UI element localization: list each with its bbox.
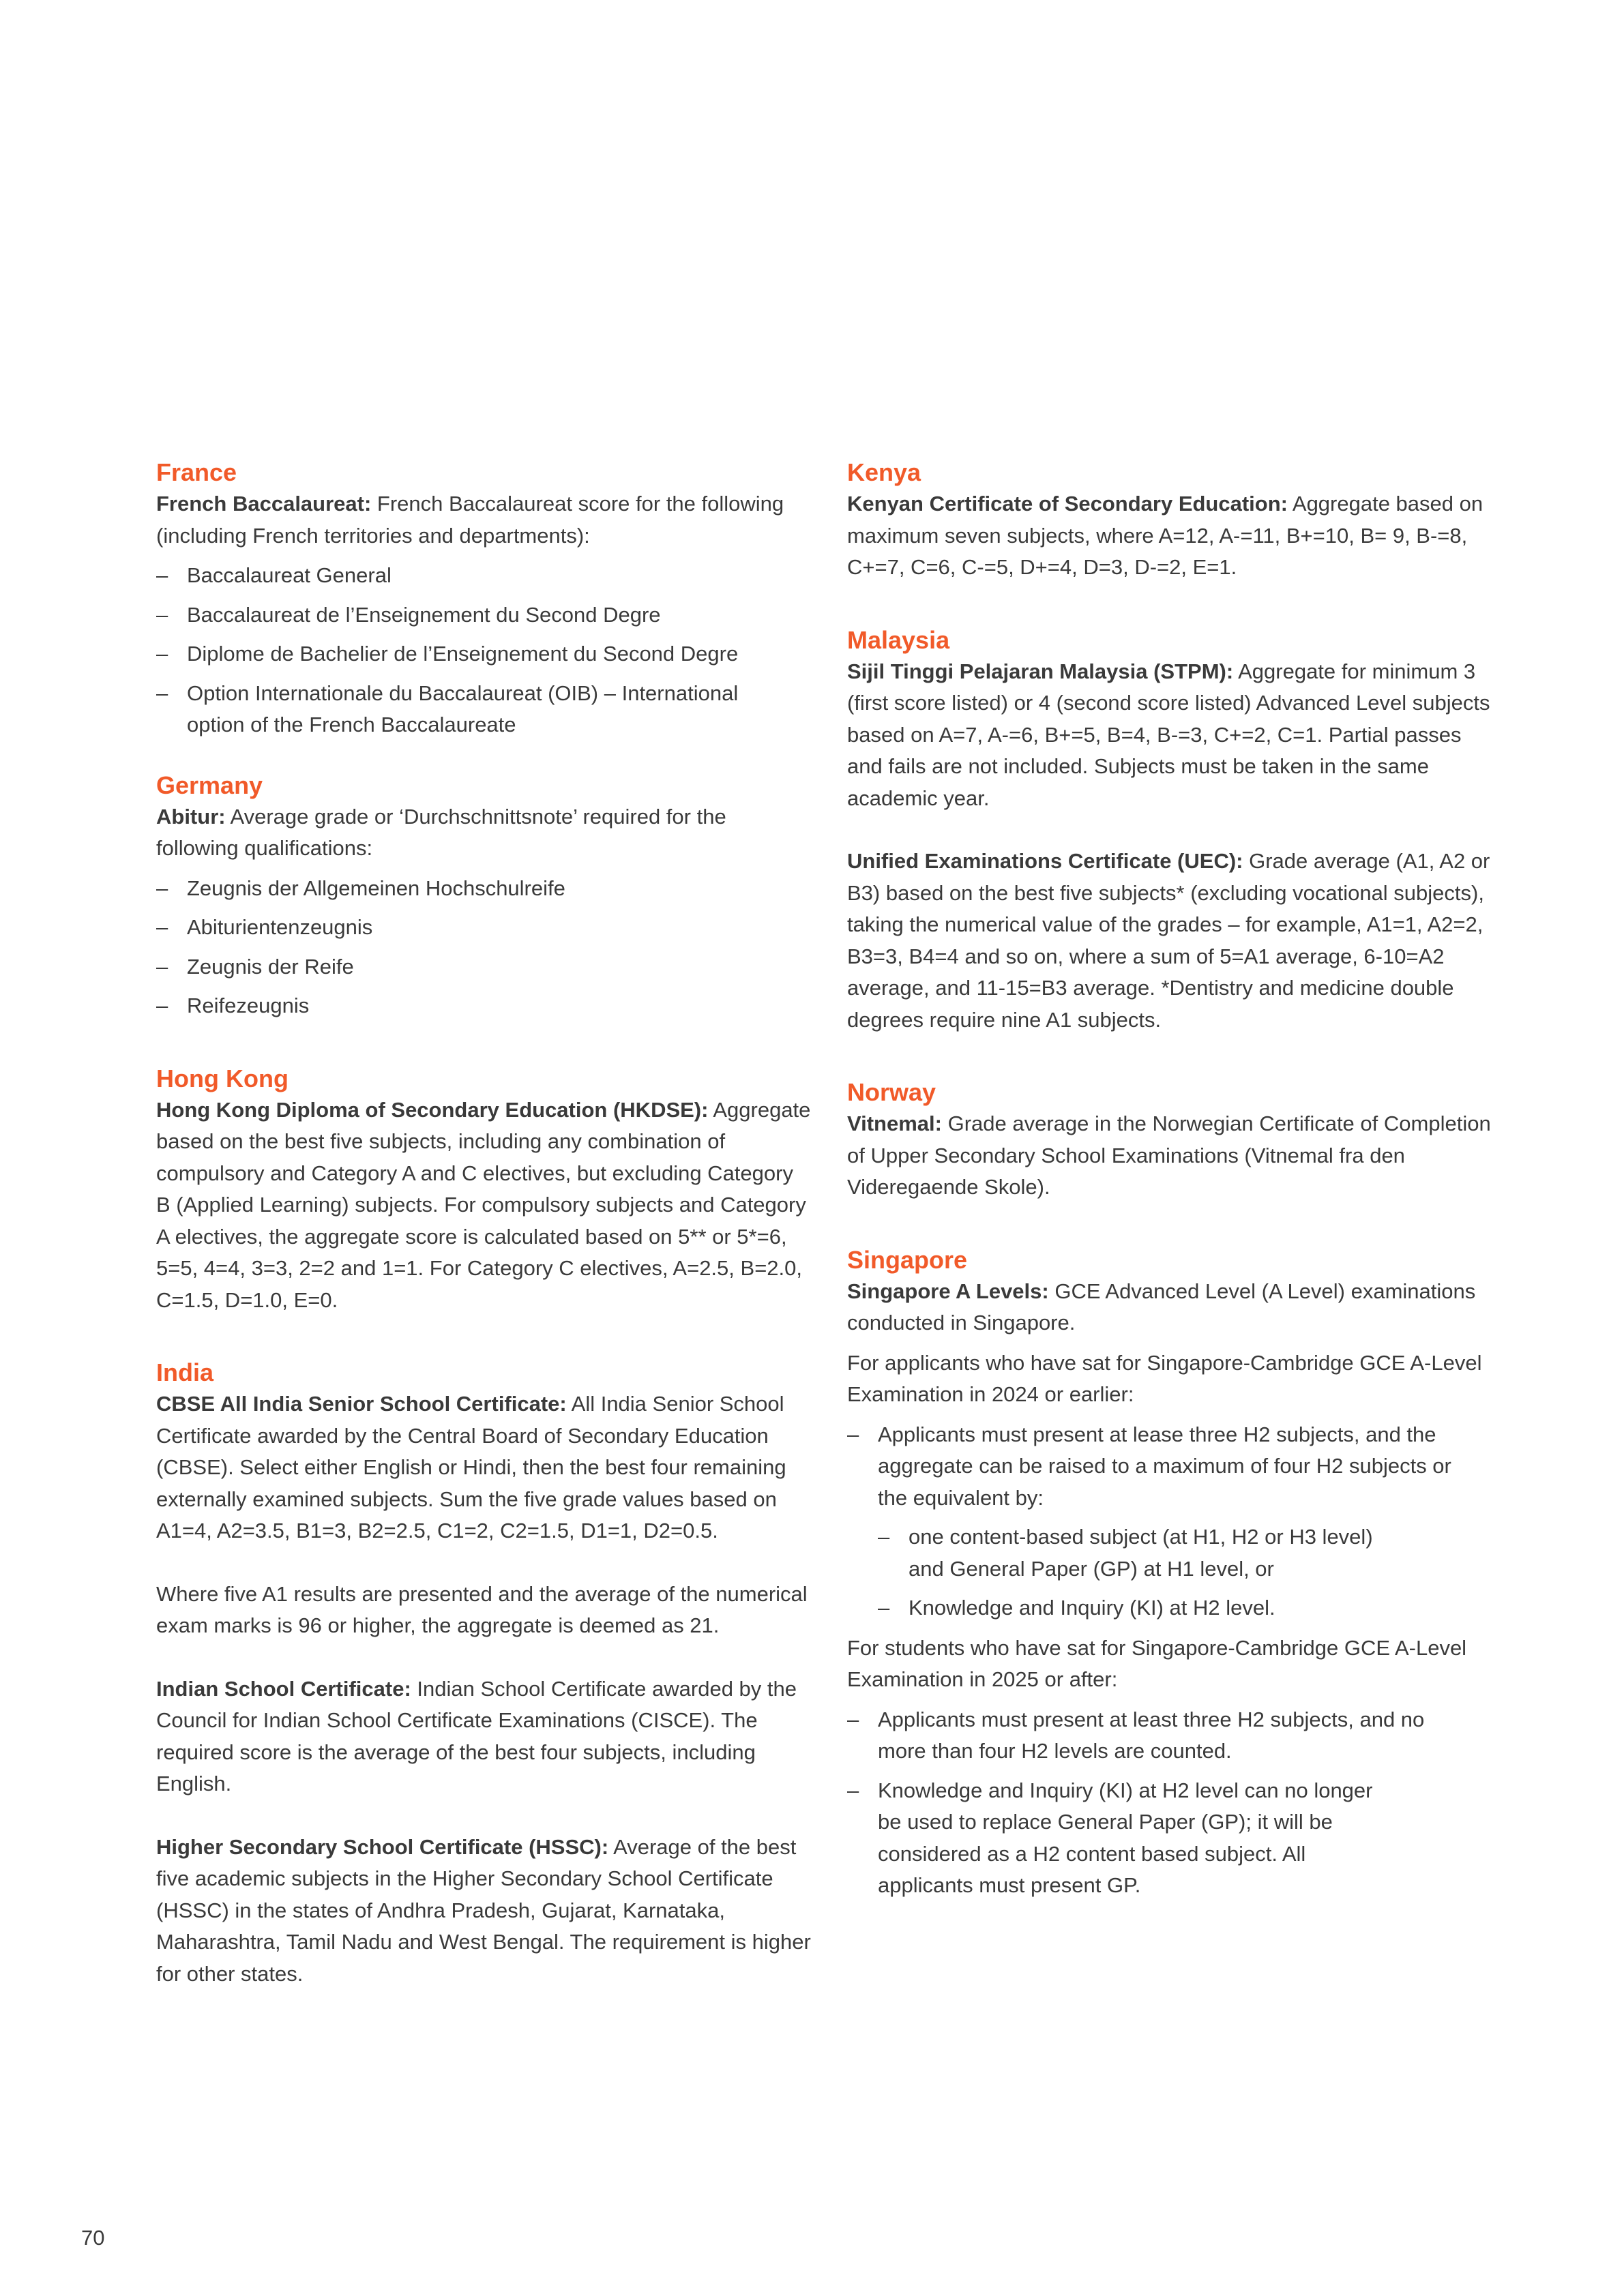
section-france bbox=[156, 457, 811, 741]
list-item: – Abiturientenzeugnis bbox=[156, 912, 811, 944]
list-item: – Applicants must present at least three H2 subjects, and no more than four H2 levels are counted. bbox=[847, 1704, 1464, 1768]
paragraph bbox=[156, 1094, 811, 1317]
qualification-list bbox=[156, 873, 811, 1022]
qualification-description: French Baccalaureat score for the following (including French territories and departments): bbox=[156, 492, 784, 548]
page-number: 70 bbox=[81, 2226, 105, 2250]
paragraph bbox=[156, 1673, 811, 1800]
qualification-description: All India Senior School Certificate awarded by the Central Board of Secondary Education (CBSE). Select either English or Hindi, then the best four remaining externally examined subjects. Sum the five grade values based on A1=4, A2=3.5, B1=3, B2=2.5, C1=2, C2=1.5, D1=1, D2=0.5. bbox=[156, 1392, 786, 1542]
requirement-list-2024 bbox=[847, 1419, 1502, 1624]
list-item: – Baccalaureat de l’Enseignement du Second Degre bbox=[156, 599, 811, 631]
qualification-name: Indian School Certificate: bbox=[156, 1676, 411, 1701]
paragraph: For applicants who have sat for Singapore-Cambridge GCE A-Level Examination in 2024 or earlier: bbox=[847, 1350, 1482, 1406]
paragraph bbox=[847, 1108, 1502, 1204]
sub-list bbox=[878, 1521, 1464, 1624]
paragraph bbox=[847, 846, 1502, 1036]
qualification-name: Hong Kong Diploma of Secondary Education (HKDSE): bbox=[156, 1097, 709, 1122]
paragraph: Where five A1 results are presented and the average of the numerical exam marks is 96 or higher, the aggregate is deemed as 21. bbox=[156, 1581, 808, 1637]
qualification-description: Aggregate based on maximum seven subjects, where A=12, A-=11, B+=10, B= 9, B-=8, C+=7, C=6, C-=5, D+=4, D=3, D-=2, E=1. bbox=[847, 492, 1483, 579]
qualification-list bbox=[156, 560, 811, 741]
list-item: – Option Internationale du Baccalaureat (OIB) – International option of the French Baccalaureate bbox=[156, 678, 773, 741]
section-heading: Hong Kong bbox=[156, 1064, 289, 1092]
section-germany bbox=[156, 770, 811, 1022]
section-heading: Norway bbox=[847, 1078, 936, 1106]
section-kenya bbox=[847, 457, 1502, 584]
list-item-text: Applicants must present at lease three H2 subjects, and the aggregate can be raised to a maximum of four H2 subjects or the equivalent by: bbox=[878, 1422, 1451, 1510]
list-item: – Baccalaureat General bbox=[156, 560, 811, 592]
section-india bbox=[156, 1357, 811, 1990]
qualification-description: Average grade or ‘Durchschnittsnote’ required for the following qualifications: bbox=[156, 804, 726, 860]
paragraph bbox=[156, 1832, 811, 1991]
qualification-description: GCE Advanced Level (A Level) examinations conducted in Singapore. bbox=[847, 1279, 1476, 1335]
list-item: – Knowledge and Inquiry (KI) at H2 level can no longer be used to replace General Paper (GP); it will be considered as a H2 content based subject. All applicants must present GP. bbox=[847, 1775, 1396, 1902]
paragraph bbox=[847, 1276, 1502, 1339]
paragraph bbox=[156, 1388, 811, 1547]
section-singapore bbox=[847, 1244, 1502, 1902]
list-item: – Diplome de Bachelier de l’Enseignement du Second Degre bbox=[156, 638, 811, 670]
paragraph bbox=[847, 488, 1502, 584]
list-item: – Zeugnis der Allgemeinen Hochschulreife bbox=[156, 873, 811, 905]
paragraph bbox=[156, 488, 811, 552]
qualification-name: Kenyan Certificate of Secondary Education: bbox=[847, 492, 1288, 516]
qualification-description: Grade average (A1, A2 or B3) based on the best five subjects* (excluding vocational subjects), taking the numerical value of the grades – for example, A1=1, A2=2, B3=3, B4=4 and so on, where a sum of 5=A1 average, 6-10=A2 average, and 11-15=B3 average. *Dentistry and medicine double degrees require nine A1 subjects. bbox=[847, 849, 1490, 1032]
qualification-name: Vitnemal: bbox=[847, 1112, 942, 1135]
paragraph: For students who have sat for Singapore-Cambridge GCE A-Level Examination in 2025 or after: bbox=[847, 1635, 1467, 1691]
section-heading: Germany bbox=[156, 771, 263, 799]
section-heading: France bbox=[156, 458, 237, 486]
qualification-name: French Baccalaureat: bbox=[156, 492, 372, 516]
qualification-description: Aggregate based on the best five subjects, including any combination of compulsory and Category A and C electives, but excluding Category B (Applied Learning) subjects. For compulsory subjects and Category A electives, the aggregate score is calculated based on 5** or 5*=6, 5=5, 4=4, 3=3, 2=2 and 1=1. For Category C electives, A=2.5, B=2.0, C=1.5, D=1.0, E=0. bbox=[156, 1097, 811, 1312]
section-heading: Malaysia bbox=[847, 625, 950, 654]
section-heading: Singapore bbox=[847, 1245, 968, 1274]
list-item: – Reifezeugnis bbox=[156, 990, 811, 1022]
paragraph bbox=[156, 801, 811, 865]
qualification-name: Higher Secondary School Certificate (HSSC): bbox=[156, 1834, 609, 1859]
qualification-name: Unified Examinations Certificate (UEC): bbox=[847, 849, 1243, 873]
section-hong-kong bbox=[156, 1063, 811, 1317]
list-item: – Zeugnis der Reife bbox=[156, 951, 811, 983]
section-heading: India bbox=[156, 1358, 214, 1386]
sub-list-item: – one content-based subject (at H1, H2 or H3 level) and General Paper (GP) at H1 level, or bbox=[878, 1521, 1386, 1585]
qualification-description: Grade average in the Norwegian Certificate of Completion of Upper Secondary School Examinations (Vitnemal fra den Videregaende Skole). bbox=[847, 1112, 1491, 1199]
qualification-description: Aggregate for minimum 3 (first score listed) or 4 (second score listed) Advanced Level subjects based on A=7, A-=6, B+=5, B=4, B-=3, C+=2, C=1. Partial passes and fails are not included. Subjects must be taken in the same academic year. bbox=[847, 659, 1490, 810]
qualification-name: Abitur: bbox=[156, 804, 226, 829]
qualification-description: Average of the best five academic subjects in the Higher Secondary School Certificate (HSSC) in the states of Andhra Pradesh, Gujarat, Karnataka, Maharashtra, Tamil Nadu and West Bengal. The requirement is higher for other states. bbox=[156, 1834, 811, 1986]
section-malaysia bbox=[847, 625, 1502, 1037]
paragraph bbox=[847, 656, 1502, 815]
requirement-list-2025 bbox=[847, 1704, 1502, 1902]
section-norway bbox=[847, 1077, 1502, 1204]
qualification-name: CBSE All India Senior School Certificate: bbox=[156, 1392, 567, 1416]
qualification-name: Singapore A Levels: bbox=[847, 1279, 1049, 1303]
section-heading: Kenya bbox=[847, 458, 921, 486]
qualification-description: Indian School Certificate awarded by the Council for Indian School Certificate Examinations (CISCE). The required score is the average of the best four subjects, including English. bbox=[156, 1676, 797, 1795]
right-column bbox=[847, 457, 1502, 1902]
left-column bbox=[156, 457, 811, 1990]
sub-list-item: – Knowledge and Inquiry (KI) at H2 level. bbox=[878, 1592, 1464, 1624]
qualification-name: Sijil Tinggi Pelajaran Malaysia (STPM): bbox=[847, 659, 1234, 683]
list-item bbox=[847, 1419, 1464, 1624]
